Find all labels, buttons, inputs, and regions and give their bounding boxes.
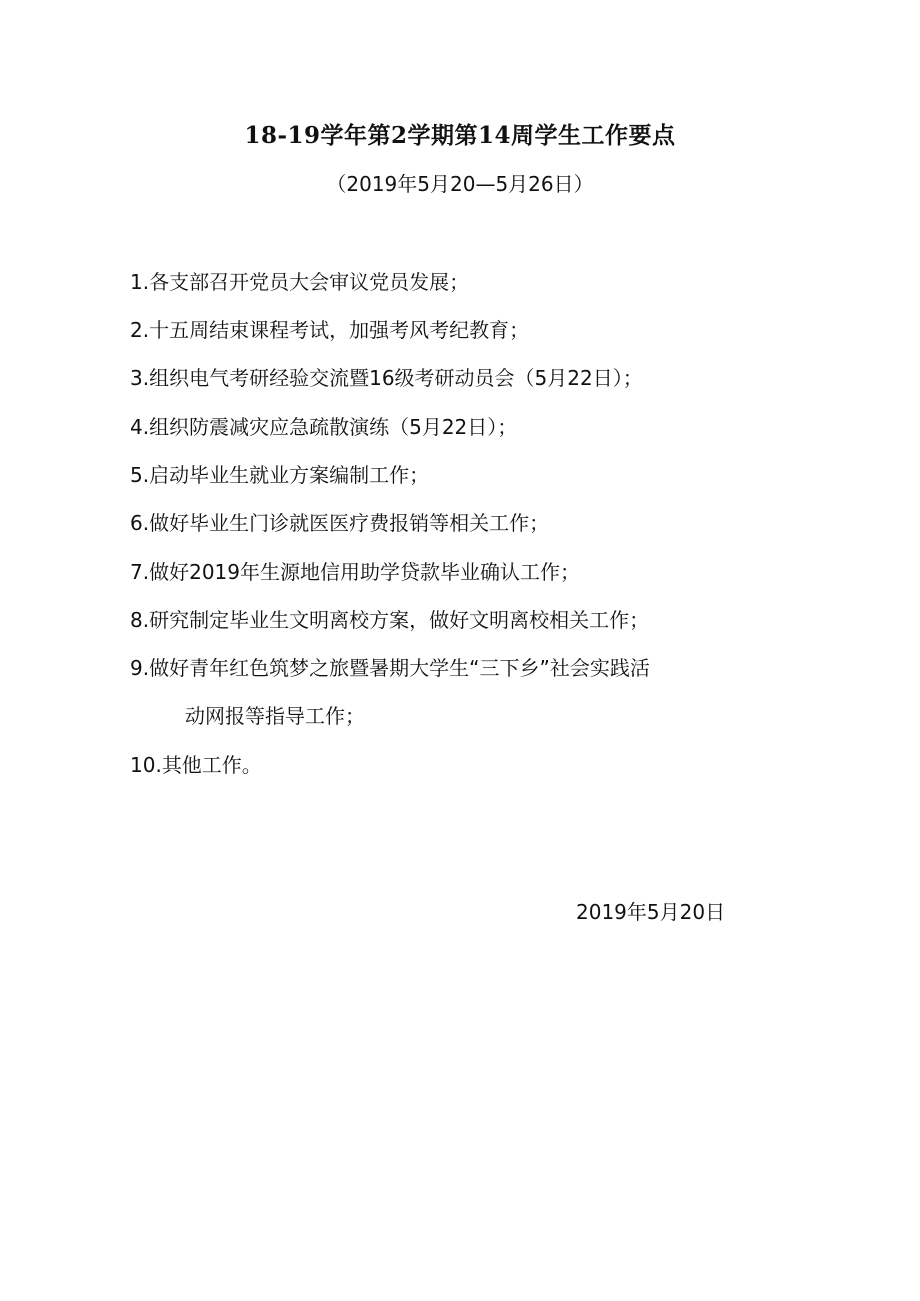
list-item (130, 558, 580, 586)
list-item (130, 751, 262, 779)
item-text: 启动毕业生就业方案编制工作； (149, 463, 430, 487)
item-number: 1 (130, 270, 143, 294)
item-separator: . (142, 366, 150, 390)
item-separator: . (142, 608, 150, 632)
item-number: 4 (130, 415, 143, 439)
item-text: 做好青年红色筑梦之旅暨暑期大学生“三下乡”社会实践活 (149, 656, 650, 680)
item-text: 其他工作。 (161, 753, 262, 777)
item-text: 各支部召开党员大会审议党员发展； (149, 270, 470, 294)
item-number: 9 (130, 656, 143, 680)
item-number: 10 (130, 753, 156, 777)
list-item (130, 364, 643, 392)
item-number: 6 (130, 511, 143, 535)
list-item (130, 268, 469, 296)
item-separator: . (142, 270, 150, 294)
page-title: 18-19学年第2学期第14周学生工作要点 (244, 122, 676, 149)
item-separator: . (142, 511, 150, 535)
item-text: 组织电气考研经验交流暨16级考研动员会（5月22日）； (149, 366, 643, 390)
list-item (130, 509, 549, 537)
item-number: 5 (130, 463, 143, 487)
item-separator: . (142, 318, 150, 342)
item-number: 8 (130, 608, 143, 632)
item-separator: . (155, 753, 162, 777)
item-number: 3 (130, 366, 143, 390)
item-text: 组织防震减灾应急疏散演练（5月22日）； (149, 415, 518, 439)
list-item (130, 316, 529, 344)
item-separator: . (142, 415, 150, 439)
list-item (130, 413, 517, 441)
item-separator: . (142, 560, 150, 584)
item-text: 研究制定毕业生文明离校方案，做好文明离校相关工作； (149, 608, 650, 632)
list-item (130, 606, 649, 634)
item-separator: . (142, 656, 150, 680)
item-text: 做好毕业生门诊就医医疗费报销等相关工作； (149, 511, 550, 535)
list-item (130, 654, 650, 730)
item-text: 做好2019年生源地信用助学贷款毕业确认工作； (149, 560, 580, 584)
list-item (130, 461, 429, 489)
document-date: 2019年5月20日 (576, 900, 726, 924)
date-range-subtitle: （2019年5月20—5月26日） (326, 172, 594, 196)
item-separator: . (142, 463, 150, 487)
item-text: 十五周结束课程考试，加强考风考纪教育； (149, 318, 530, 342)
item-number: 7 (130, 560, 143, 584)
item-number: 2 (130, 318, 143, 342)
item-text-continuation: 动网报等指导工作； (185, 704, 365, 728)
